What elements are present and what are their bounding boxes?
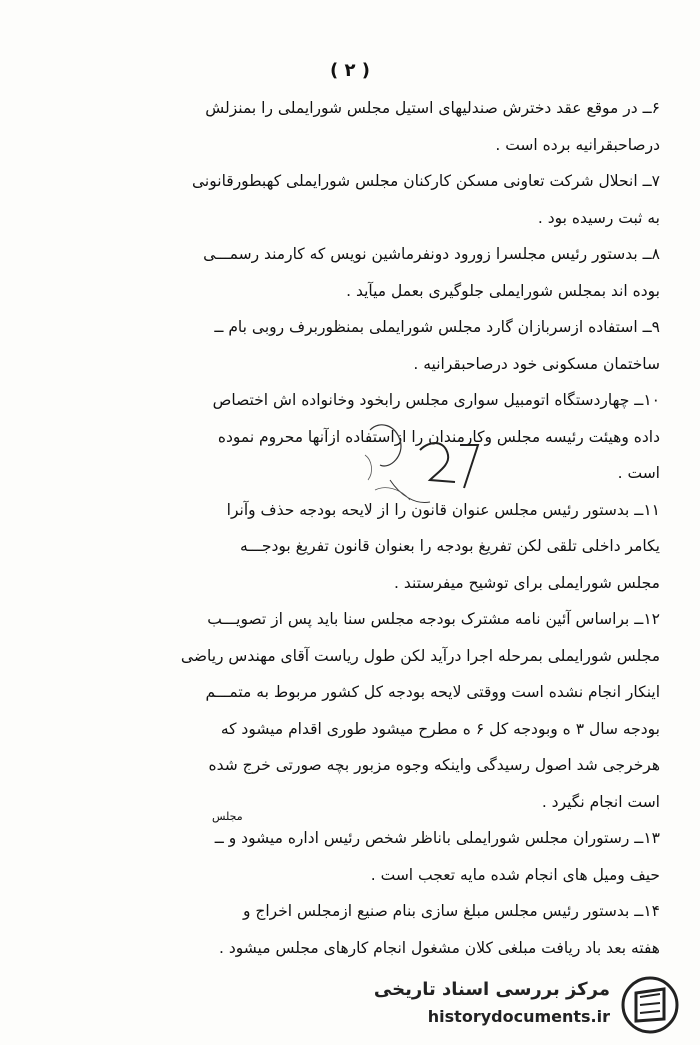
text-line: ۱۳ــ رستوران مجلس شورایملی باناظر شخص رئیس اداره میشود و ــ <box>214 829 660 847</box>
text-line: به ثبت رسیده بود . <box>537 208 660 227</box>
text-line: مجلس شورایملی برای توشیح میفرستند . <box>393 573 660 592</box>
watermark-title: مرکز بررسی اسناد تاریخی <box>373 979 610 1000</box>
text-line: هرخرجی شد اصول رسیدگی واینکه وجوه مزبور بچه صورتی خرج شده <box>208 756 660 774</box>
text-line: ۷ــ انحلال شرکت تعاونی مسکن کارکنان مجلس شورایملی کهبطورقانونی <box>192 172 660 190</box>
watermark-url: historydocuments.ir <box>427 1007 610 1026</box>
page-number: ( ۲ ) <box>330 60 370 81</box>
archive-logo-icon <box>620 975 680 1035</box>
text-line: ۱۲ــ براساس آئین نامه مشترک بودجه مجلس سنا باید پس از تصویـــب <box>207 610 660 628</box>
handwritten-mark-icon <box>360 410 490 520</box>
watermark <box>370 975 680 1035</box>
text-line: ۱۰ــ چهاردستگاه اتومبیل سواری مجلس رابخود وخانواده اش اختصاص <box>212 391 660 409</box>
text-line: ساختمان مسکونی خود درصاحبقرانیه . <box>413 354 660 373</box>
text-line: ۱۴ــ بدستور رئیس مجلس مبلغ سازی بنام صنیع ازمجلس اخراج و <box>242 902 660 920</box>
text-line: حیف ومیل های انجام شده مایه تعجب است . <box>370 865 660 884</box>
interlinear-note: مجلس <box>212 810 243 823</box>
text-line: مجلس شورایملی بمرحله اجرا درآید لکن طول ریاست آقای مهندس ریاضی <box>180 646 660 665</box>
text-line: ۱۱ــ بدستور رئیس مجلس عنوان قانون را از لایحه بودجه حذف وآنرا <box>226 500 660 519</box>
text-line: است . <box>617 464 660 482</box>
document-body <box>70 90 660 966</box>
text-line: بودجه سال ۳ ه وبودجه کل ۶ ه مطرح میشود طوری اقدام میشود که <box>220 719 660 738</box>
text-line: ۹ــ استفاده ازسربازان گارد مجلس شورایملی بمنظوربرف روبی بام ــ <box>214 318 660 336</box>
text-line: اینکار انجام نشده است ووقتی لایحه بودجه کل کشور مربوط به متمـــم <box>205 683 660 701</box>
text-line: است انجام نگیرد . <box>541 792 660 811</box>
text-line: بوده اند بمجلس شورایملی جلوگیری بعمل میآید . <box>346 281 660 300</box>
text-line: درصاحبقرانیه برده است . <box>495 135 660 154</box>
text-line: هفته بعد باد ریافت مبلغی کلان مشغول انجام کارهای مجلس میشود . <box>218 938 660 957</box>
text-line: داده وهیئت رئیسه مجلس وکارمندان را ازاستفاده ازآنها محروم نموده <box>217 427 660 446</box>
text-line: ۸ــ بدستور رئیس مجلسرا زورود دونفرماشین نویس که کارمند رسمـــی <box>203 245 660 263</box>
text-line: یکامر داخلی تلقی لکن تفریغ بودجه را بعنوان قانون تفریغ بودجـــه <box>239 537 660 555</box>
text-line: ۶ــ در موقع عقد دخترش صندلیهای استیل مجلس شورایملی را بمنزلش <box>205 99 660 117</box>
